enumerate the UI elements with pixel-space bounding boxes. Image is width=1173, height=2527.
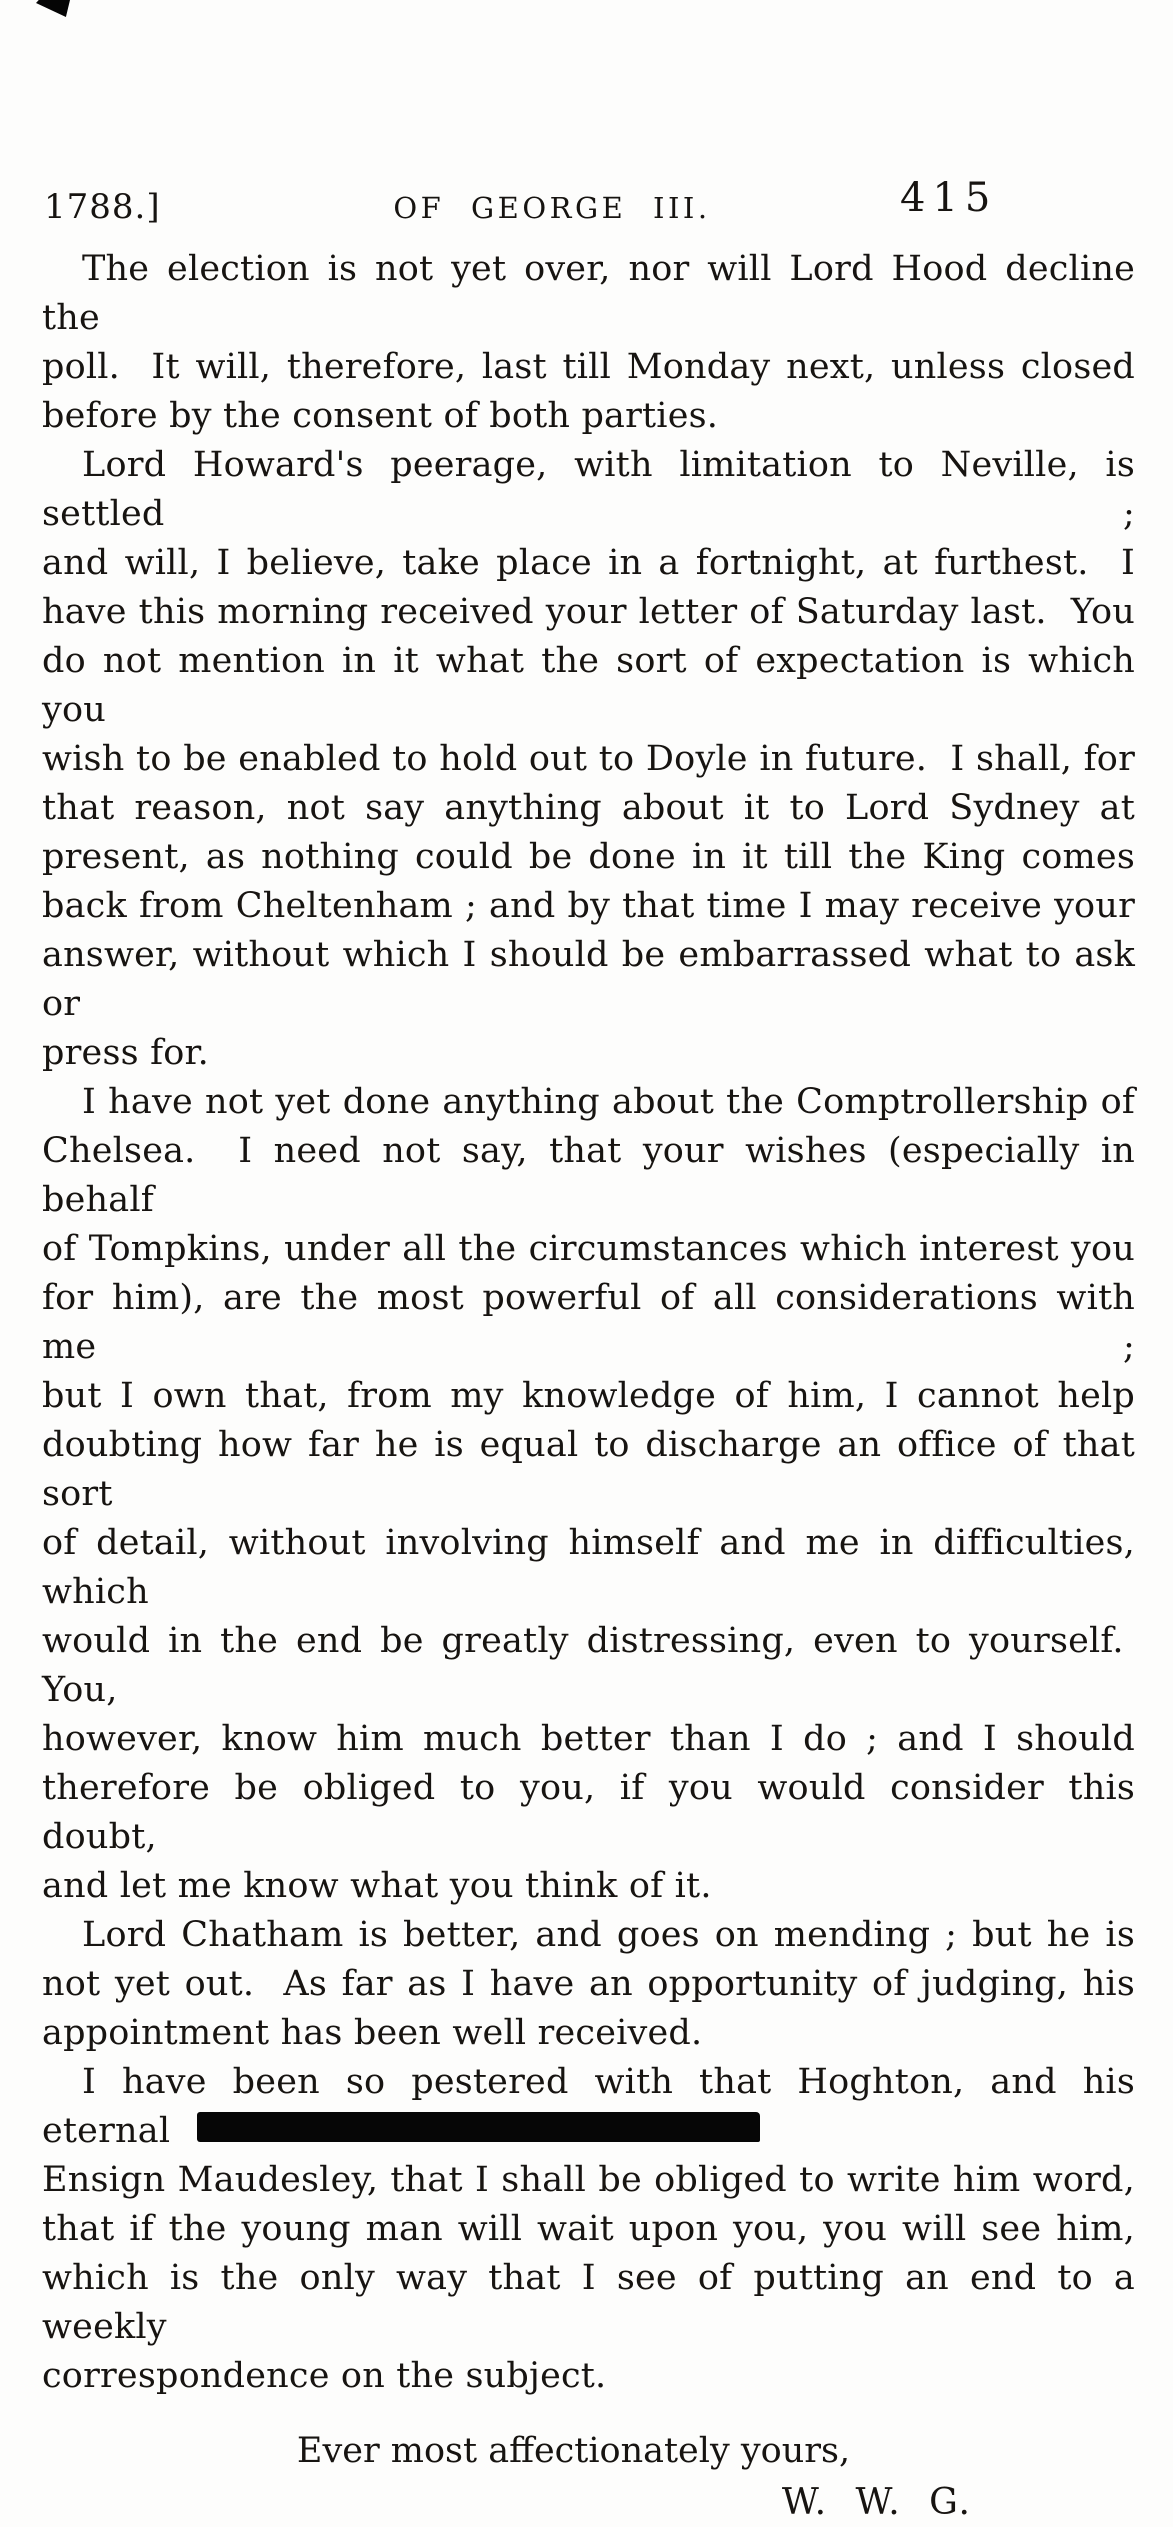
text-line: wish to be enabled to hold out to Doyle in future. I shall, for xyxy=(42,739,1135,779)
text-line: press for. xyxy=(42,1033,209,1073)
text-line: appointment has been well received. xyxy=(42,2013,703,2053)
text-line: have this morning received your letter of Saturday last. You xyxy=(42,592,1135,632)
text-line: not yet out. As far as I have an opportunity of judging, his xyxy=(42,1964,1135,2004)
text-line: Lord Howard's peerage, with limitation to Neville, is settled ; xyxy=(42,445,1135,534)
page-header xyxy=(42,175,1135,235)
scan-artifact-bar xyxy=(197,2112,760,2142)
text-line: of detail, without involving himself and me in difficulties, which xyxy=(42,1523,1135,1612)
text-line: present, as nothing could be done in it till the King comes xyxy=(42,837,1135,877)
page-number: 415 xyxy=(900,175,998,221)
text-line: and will, I believe, take place in a fortnight, at furthest. I xyxy=(42,543,1135,583)
text-line: Ensign Maudesley, that I shall be obliged to write him word, xyxy=(42,2160,1135,2200)
paragraph xyxy=(42,2058,1135,2401)
paragraph xyxy=(42,441,1135,1078)
text-line: Lord Chatham is better, and goes on mending ; but he is xyxy=(82,1915,1135,1955)
text-line: therefore be obliged to you, if you would consider this doubt, xyxy=(42,1768,1135,1857)
paragraph xyxy=(42,1078,1135,1911)
text-line: poll. It will, therefore, last till Monday next, unless closed xyxy=(42,347,1135,387)
text-line: do not mention in it what the sort of expectation is which you xyxy=(42,641,1135,730)
scan-artifact-corner xyxy=(36,0,70,17)
text-line: Chelsea. I need not say, that your wishes (especially in behalf xyxy=(42,1131,1135,1220)
paragraph xyxy=(42,1911,1135,2058)
letter-closing: Ever most affectionately yours, xyxy=(296,2431,851,2471)
text-line: that if the young man will wait upon you, you will see him, xyxy=(42,2209,1135,2249)
letter-body xyxy=(42,245,1135,2401)
text-line: doubting how far he is equal to discharge an office of that sort xyxy=(42,1425,1135,1514)
paragraph xyxy=(42,245,1135,441)
text-line: would in the end be greatly distressing, even to yourself. You, xyxy=(42,1621,1135,1710)
letter-text xyxy=(42,245,1135,2527)
running-title: OF GEORGE III. xyxy=(393,191,711,225)
text-line: and let me know what you think of it. xyxy=(42,1866,712,1906)
text-line: I have been so pestered with that Hoghton, and his eternal xyxy=(42,2062,1135,2151)
text-line: which is the only way that I see of putting an end to a weekly xyxy=(42,2258,1135,2347)
text-line: The election is not yet over, nor will Lord Hood decline the xyxy=(42,249,1135,338)
text-line: back from Cheltenham ; and by that time I may receive your xyxy=(42,886,1135,926)
letter-signature: W. W. G. xyxy=(781,2482,972,2523)
text-line: that reason, not say anything about it to Lord Sydney at xyxy=(42,788,1135,828)
text-line: I have not yet done anything about the Comptrollership of xyxy=(82,1082,1135,1122)
text-line: but I own that, from my knowledge of him, I cannot help xyxy=(42,1376,1135,1416)
text-line: for him), are the most powerful of all considerations with me ; xyxy=(42,1278,1135,1367)
text-line: answer, without which I should be embarrassed what to ask or xyxy=(42,935,1135,1024)
text-line: before by the consent of both parties. xyxy=(42,396,719,436)
text-line: correspondence on the subject. xyxy=(42,2356,607,2396)
text-line: of Tompkins, under all the circumstances which interest you xyxy=(42,1229,1135,1269)
header-year: 1788.] xyxy=(44,187,161,227)
text-line: however, know him much better than I do ; and I should xyxy=(42,1719,1135,1759)
